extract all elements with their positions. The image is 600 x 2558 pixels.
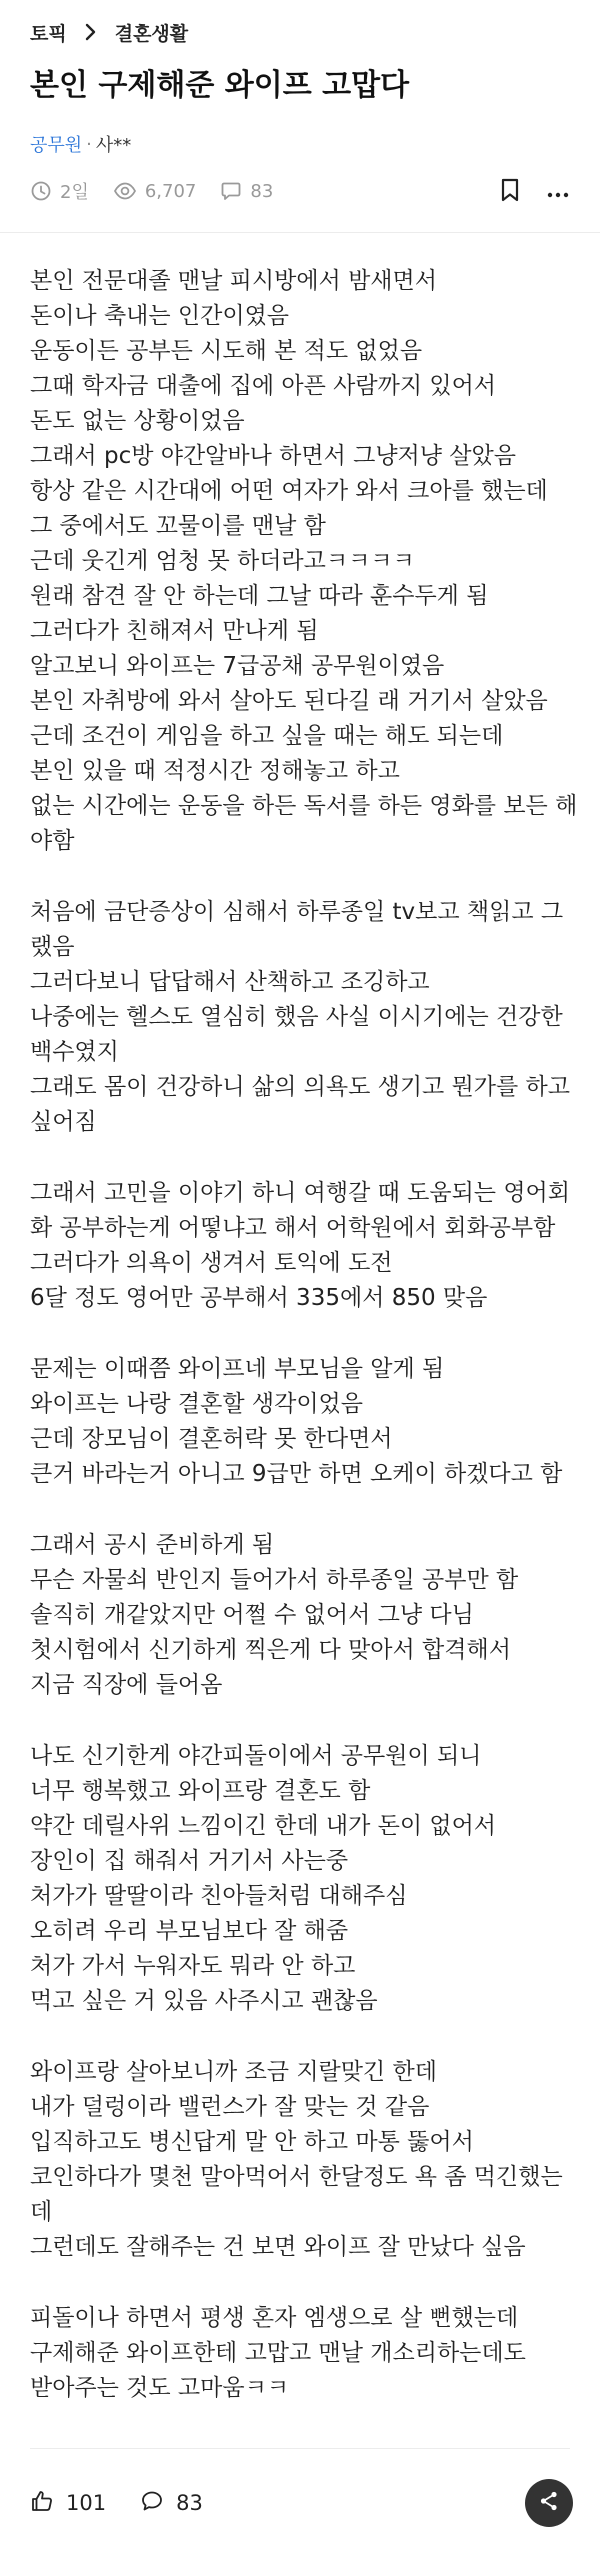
comment-icon [140,2489,164,2518]
like-count: 101 [66,2491,107,2515]
bookmark-button[interactable] [495,177,525,207]
footer-divider [30,2448,570,2449]
content-line: 코인하다가 몇천 말아먹어서 한달정도 욕 좀 먹긴했는 [30,2164,563,2190]
thumbs-up-icon [30,2489,54,2518]
content-line: 화 공부하는게 어떻냐고 해서 어학원에서 회화공부함 [30,1215,556,1241]
footer-comment-count: 83 [176,2491,203,2515]
content-line: 구제해준 와이프한테 고맙고 맨날 개소리하는데도 [30,2340,526,2366]
more-options-button[interactable] [543,177,573,207]
content-line: 입직하고도 병신답게 말 안 하고 마통 뚫어서 [30,2129,474,2155]
content-line: 먹고 싶은 거 있음 사주시고 괜찮음 [30,1988,378,2014]
chevron-right-icon [81,22,101,42]
content-line: 문제는 이때쯤 와이프네 부모님을 알게 됨 [30,1356,445,1382]
content-line: 와이프랑 살아보니까 조금 지랄맞긴 한데 [30,2059,437,2085]
content-line: 근데 장모님이 결혼허락 못 한다면서 [30,1426,393,1452]
content-line: 알고보니 와이프는 7급공채 공무원이였음 [30,653,445,679]
content-line: 근데 웃긴게 엄청 못 하더라고ㅋㅋㅋㅋ [30,548,415,574]
content-line: 싶어짐 [30,1109,97,1135]
content-line: 본인 있을 때 적정시간 정해놓고 하고 [30,758,400,784]
content-line: 받아주는 것도 고마움ㅋㅋ [30,2375,290,2401]
content-line: 지금 직장에 들어옴 [30,1672,223,1698]
content-line: 그래서 pc방 야간알바나 하면서 그냥저냥 살았음 [30,443,516,469]
author-line [30,130,131,158]
content-line: 돈도 없는 상황이었음 [30,408,245,434]
content-paragraph [30,1528,570,1703]
post-title: 본인 구제해준 와이프 고맙다 [30,68,410,103]
breadcrumb-topic[interactable]: 토픽 [30,22,67,45]
content-line: 첫시험에서 신기하게 찍은게 다 맞아서 합격해서 [30,1637,511,1663]
content-line: 너무 행복했고 와이프랑 결혼도 함 [30,1778,371,1804]
content-line: 근데 조건이 게임을 하고 싶을 때는 해도 되는데 [30,723,504,749]
content-line: 약간 데릴사위 느낌이긴 한데 내가 돈이 없어서 [30,1813,497,1839]
content-line: 무슨 자물쇠 반인지 들어가서 하루종일 공부만 함 [30,1567,519,1593]
author-separator: · [86,133,92,155]
content-line: 나도 신기한게 야간피돌이에서 공무원이 되니 [30,1743,482,1769]
content-line: 항상 같은 시간대에 어떤 여자가 와서 크아를 했는데 [30,478,548,504]
content-line: 원래 참견 잘 안 하는데 그날 따라 훈수두게 됨 [30,583,489,609]
author-company[interactable]: 공무원 [30,135,83,156]
comment-icon [220,180,242,202]
content-line: 솔직히 개같았지만 어쩔 수 없어서 그냥 다님 [30,1602,474,1628]
content-line: 와이프는 나랑 결혼할 생각이었음 [30,1391,363,1417]
post-body [30,264,578,2442]
content-line: 내가 덜렁이라 밸런스가 잘 맞는 것 같음 [30,2094,430,2120]
content-line: 그때 학자금 대출에 집에 아픈 사람까지 있어서 [30,373,497,399]
content-line: 없는 시간에는 운동을 하든 독서를 하든 영화를 보든 해 [30,793,578,819]
share-icon [537,2489,561,2517]
post-meta [30,174,273,208]
post-views [113,180,197,202]
author-name: 사** [95,135,132,156]
content-paragraph [30,264,578,859]
content-line: 피돌이나 하면서 평생 혼자 엠생으로 살 뻔했는데 [30,2305,519,2331]
content-line: 그래서 고민을 이야기 하니 여행갈 때 도움되는 영어회 [30,1180,570,1206]
post-footer [30,2483,203,2523]
eye-icon [113,180,137,202]
breadcrumb-board[interactable]: 결혼생활 [114,22,189,45]
comment-button[interactable] [140,2489,203,2518]
share-button[interactable] [525,2479,573,2527]
content-line: 데 [30,2199,53,2225]
content-paragraph [30,1352,570,1492]
post-time [30,178,89,204]
content-line: 그러다가 친해져서 만나게 됨 [30,618,319,644]
content-line: 그러다가 의욕이 생겨서 토익에 도전 [30,1250,393,1276]
post-time-text: 2일 [60,182,89,203]
content-line: 랬음 [30,934,75,960]
content-paragraph [30,2301,570,2406]
content-line: 장인이 집 해줘서 거기서 사는중 [30,1848,349,1874]
breadcrumb [30,16,188,48]
content-paragraph [30,1176,570,1316]
content-paragraph [30,1739,570,2019]
content-line: 그래도 몸이 건강하니 삶의 의욕도 생기고 뭔가를 하고 [30,1074,570,1100]
content-line: 백수였지 [30,1039,119,1065]
content-line: 큰거 바라는거 아니고 9급만 하면 오케이 하겠다고 함 [30,1461,563,1487]
content-line: 나중에는 헬스도 열심히 했음 사실 이시기에는 건강한 [30,1004,563,1030]
content-line: 그러다보니 답답해서 산책하고 조깅하고 [30,969,430,995]
content-line: 처가가 딸딸이라 친아들처럼 대해주심 [30,1883,408,1909]
content-line: 운동이든 공부든 시도해 본 적도 없었음 [30,338,423,364]
content-paragraph [30,2055,570,2265]
post-comments [220,180,273,202]
clock-icon [30,180,52,202]
content-paragraph [30,895,570,1140]
content-line: 야함 [30,828,75,854]
content-line: 본인 자취방에 와서 살아도 된다길 래 거기서 살았음 [30,688,548,714]
content-line: 그 중에서도 꼬물이를 맨날 함 [30,513,326,539]
content-line: 오히려 우리 부모님보다 잘 해줌 [30,1918,349,1944]
content-line: 그런데도 잘해주는 건 보면 와이프 잘 만났다 싶음 [30,2234,526,2260]
content-line: 돈이나 축내는 인간이였음 [30,303,290,329]
bookmark-icon [500,178,520,206]
content-line: 처음에 금단증상이 심해서 하루종일 tv보고 책읽고 그 [30,899,564,925]
content-line: 6달 정도 영어만 공부해서 335에서 850 맞음 [30,1285,488,1311]
content-line: 그래서 공시 준비하게 됨 [30,1532,275,1558]
more-icon [547,183,569,202]
like-button[interactable] [30,2489,106,2518]
post-comments-count: 83 [250,180,274,202]
post-views-count: 6,707 [144,180,197,202]
content-line: 처가 가서 누워자도 뭐라 안 하고 [30,1953,356,1979]
header-divider [0,232,600,233]
content-line: 본인 전문대졸 맨날 피시방에서 밤새면서 [30,268,437,294]
